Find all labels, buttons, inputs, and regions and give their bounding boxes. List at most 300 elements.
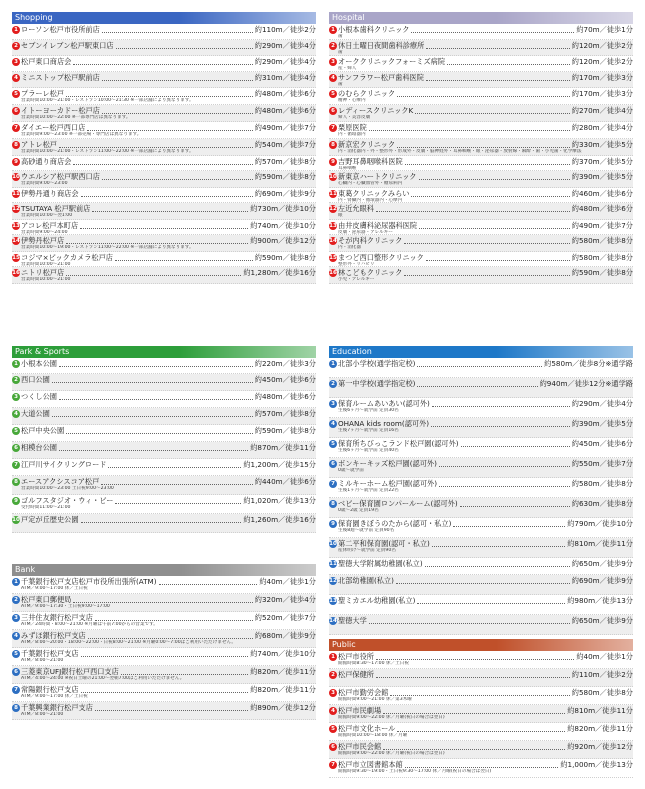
park-item-row [12,359,316,368]
facility-note: 開館時間10:00〜18:00 休／月曜 [338,733,408,738]
education-item [329,458,633,478]
facility-note: 皮膚・泌尿器・アレルギー [338,230,393,235]
bank-list [12,576,316,720]
facility-name: レディースクリニックK [338,106,414,115]
facility-name: 保育園きぼうのたから(認可・私立) [338,519,452,528]
public-item-row [329,688,633,697]
facility-name: 聖ミカエル幼稚園(私立) [338,596,416,605]
public-item [329,705,633,723]
facility-name: 松戸保健所 [338,670,374,679]
education-item [329,498,633,518]
park-list [12,358,316,533]
hospital-item-row [329,123,633,132]
facility-name: 松戸市勤労会館 [338,688,389,697]
facility-name: つくし公園 [21,392,57,401]
shopping-item-row [12,157,316,166]
bank-header: Bank [12,564,316,576]
number-badge: 2 [12,596,20,604]
facility-name: サンフラワー松戸歯科医院 [338,73,424,82]
dotted-leader [102,75,253,81]
distance-text: 約1,200m／徒歩15分 [243,460,316,469]
facility-name: 西口公園 [21,375,50,384]
facility-name: OHANA kids room(認可外) [338,419,430,428]
facility-note: 0歳〜2歳 定員19名 [338,508,379,513]
hospital-item [329,267,633,284]
distance-text: 約110m／徒歩2分 [254,25,316,34]
shopping-item [12,203,316,220]
facility-note: ATM／8:00〜20:00・18:00〜22:00・日祝8:00〜21:00 ※月曜0:00〜7:00はご利用いただけません。 [21,640,237,645]
bank-item [12,684,316,702]
shopping-item [12,220,316,235]
education-item [329,478,633,498]
facility-name: 三井住友銀行松戸支店 [21,613,93,622]
facility-name: プラーレ松戸 [21,89,64,98]
facility-note: ATM／9:00〜17:30・土日祝9:00〜17:00 [21,604,110,609]
bank-item [12,630,316,648]
hospital-item [329,24,633,40]
facility-name: 伊勢丹松戸店 [21,236,65,245]
distance-text: 約650m／徒歩9分 [571,616,633,625]
facility-note: 内・消化器内・外・整形外・形成外・皮膚・脳神経外・耳鼻咽喉・眼・泌尿器・放射線・麻酔・歯・小児歯・化学療法 [338,149,582,154]
park-item [12,442,316,459]
facility-name: 吉野耳鼻咽喉科医院 [338,157,403,166]
facility-note: 歯 [338,82,343,87]
distance-text: 約1,020m／徒歩13分 [243,496,316,505]
number-badge: 12 [12,205,20,212]
number-badge: 5 [329,440,337,448]
dotted-leader [66,428,253,434]
hospital-item [329,252,633,267]
distance-text: 約220m／徒歩3分 [254,359,316,368]
dotted-leader [66,91,253,97]
shopping-item [12,252,316,267]
dotted-leader [419,174,570,180]
facility-name: 松戸東口商店会 [21,57,72,66]
number-badge: 7 [329,761,337,769]
number-badge: 4 [12,632,20,640]
dotted-leader [439,481,570,487]
facility-name: 聖徳大学 [338,616,367,625]
number-badge: 1 [329,653,337,661]
dotted-leader [417,361,542,367]
hospital-header: Hospital [329,12,633,24]
education-item [329,615,633,635]
facility-name: イトーヨーカドー松戸店 [21,106,100,115]
number-badge: 2 [329,42,337,50]
facility-name: コジマ×ビックカメラ松戸店 [21,253,113,262]
distance-text: 約580m／徒歩8分 [571,479,633,488]
facility-name: ローソン松戸市役所前店 [21,25,100,34]
facility-name: 由井皮膚科泌尿器科医院 [338,221,418,230]
park-item-row [12,496,316,505]
dotted-leader [453,521,565,527]
dotted-leader [461,441,570,447]
number-badge: 7 [12,461,20,469]
dotted-leader [101,479,252,485]
facility-note: 耳鼻咽喉 [338,166,357,171]
dotted-leader [369,125,570,131]
distance-text: 約110m／徒歩2分 [571,670,633,679]
distance-text: 約320m／徒歩4分 [254,595,316,604]
hospital-item-row [329,172,633,181]
shopping-item-row [12,123,316,132]
facility-note: 開館時間9:00〜21:00 休／第3木曜 [338,697,412,702]
distance-text: 約290m／徒歩4分 [571,399,633,408]
number-badge: 14 [12,237,20,244]
dotted-leader [405,762,559,768]
facility-name: ダイエー松戸西口店 [21,123,86,132]
facility-name: 第二平和保育園(認可・私立) [338,539,430,548]
distance-text: 約740m／徒歩10分 [250,221,316,230]
dotted-leader [66,238,248,244]
dotted-leader [52,377,253,383]
education-item-row [329,559,633,568]
number-badge: 10 [12,173,20,180]
distance-text: 約280m／徒歩4分 [571,123,633,132]
park-item-row [12,443,316,452]
facility-note: 精神・心療内 [338,98,366,103]
distance-text: 約590m／徒歩8分 [254,172,316,181]
number-badge: 9 [329,158,337,166]
dotted-leader [383,708,565,714]
facility-note: 開館時間9:00〜22:00 休／月曜(祝日の場合は翌日) [338,751,445,756]
number-badge: 7 [12,686,20,694]
distance-text: 約120m／徒歩2分 [571,57,633,66]
distance-text: 約370m／徒歩5分 [571,157,633,166]
dotted-leader [397,142,570,148]
facility-name: 第一中学校(通学指定校) [338,379,416,388]
dotted-leader [95,705,248,711]
facility-name: 新東京ハートクリニック [338,172,417,181]
number-badge: 14 [329,237,337,244]
number-badge: 9 [329,520,337,528]
shopping-item [12,105,316,122]
distance-text: 約890m／徒歩12分 [250,703,316,712]
distance-text: 約630m／徒歩8分 [571,499,633,508]
public-panel [329,639,633,778]
distance-text: 約590m／徒歩8分 [254,253,316,262]
shopping-item [12,88,316,105]
education-item [329,418,633,438]
hospital-item [329,235,633,252]
facility-note: 開館時間9:00〜22:00 休／月曜(祝日の場合は翌日) [338,715,445,720]
hospital-item [329,105,633,122]
education-item-row [329,499,633,508]
dotted-leader [417,381,537,387]
shopping-item-row [12,189,316,198]
shopping-item-row [12,253,316,262]
distance-text: 約1,000m／徒歩13分 [560,760,633,769]
dotted-leader [102,27,253,33]
dotted-leader [397,91,570,97]
education-list [329,358,633,635]
distance-text: 約920m／徒歩12分 [567,742,633,751]
number-badge: 11 [329,560,337,567]
park-header: Park & Sports [12,346,316,358]
distance-text: 約550m／徒歩7分 [571,459,633,468]
distance-text: 約810m／徒歩11分 [567,539,633,548]
shopping-item [12,188,316,203]
dotted-leader [102,174,253,180]
hospital-list [329,24,633,284]
facility-name: 保育所ちびっこランド松戸園(認可外) [338,439,459,448]
public-item-row [329,742,633,751]
dotted-leader [397,726,565,732]
dotted-leader [425,561,570,567]
bank-item [12,594,316,612]
facility-note: 小児・アレルギー [338,277,375,282]
dotted-leader [159,579,258,585]
public-list [329,651,633,778]
shopping-item-row [12,172,316,181]
education-item [329,378,633,398]
number-badge: 2 [329,671,337,679]
distance-text: 約580m／徒歩8分 [571,236,633,245]
number-badge: 8 [12,704,20,712]
hospital-item-row [329,57,633,66]
facility-name: 戸定が丘歴史公園 [21,515,79,524]
facility-note: 営業時間10:00〜21:00 [21,277,71,282]
number-badge: 10 [329,173,337,180]
public-item [329,723,633,741]
facility-name: ゴルフスタジオ・ウィ・ビー [21,496,114,505]
shopping-list [12,24,316,284]
distance-text: 約1,260m／徒歩16分 [243,515,316,524]
park-item-row [12,460,316,469]
dotted-leader [439,461,570,467]
dotted-leader [369,618,570,624]
education-item-row [329,379,633,388]
park-panel [12,346,316,533]
distance-text: 約730m／徒歩10分 [250,204,316,213]
number-badge: 3 [12,393,20,401]
park-item [12,495,316,514]
facility-name: 松戸市立図書館本館 [338,760,403,769]
dotted-leader [460,501,570,507]
facility-note: ATM／8:00〜21:00 [21,712,64,717]
facility-name: みずほ銀行松戸支店 [21,631,86,640]
dotted-leader [396,578,570,584]
education-item [329,575,633,595]
facility-name: 千葉興業銀行松戸支店 [21,703,93,712]
hospital-item-row [329,25,633,34]
number-badge: 6 [12,444,20,452]
facility-note: 内・消化器 [338,245,361,250]
facility-name: 東葛クリニックみらい [338,189,410,198]
facility-name: アコレ松戸本町店 [21,221,79,230]
number-badge: 9 [12,158,20,166]
facility-note: 営業時間10:00〜23:00 土日祝9:00〜23:00 [21,486,114,491]
facility-name: 北部幼稚園(私立) [338,576,394,585]
dotted-leader [73,159,252,165]
facility-name: 松戸市民劇場 [338,706,382,715]
number-badge: 11 [329,190,337,197]
hospital-item [329,72,633,88]
distance-text: 約480m／徒歩6分 [254,392,316,401]
dotted-leader [426,75,570,81]
number-badge: 3 [329,58,337,66]
distance-text: 約40m／徒歩1分 [576,652,633,661]
facility-note: 営業時間10:00〜21:00・レストラン10:00〜21:30 ※一部店舗により異なります。 [21,98,194,103]
public-item-row [329,724,633,733]
hospital-item [329,203,633,220]
public-item [329,741,633,759]
distance-text: 約460m／徒歩6分 [571,189,633,198]
public-item [329,651,633,669]
distance-text: 約310m／徒歩4分 [254,73,316,82]
distance-text: 約480m／徒歩6分 [571,204,633,213]
education-item-row [329,419,633,428]
number-badge: 8 [12,478,20,486]
dotted-leader [121,669,248,675]
number-badge: 2 [12,376,20,384]
facility-name: 松戸市民会館 [338,742,382,751]
education-item-row [329,519,633,528]
dotted-leader [419,223,570,229]
facility-note: 営業時間10:00〜21:00 [21,262,71,267]
distance-text: 約790m／徒歩10分 [567,519,633,528]
shopping-panel [12,12,316,284]
number-badge: 13 [329,222,337,229]
bank-item-row [12,703,316,712]
park-item [12,358,316,374]
facility-note: 受付時間11:00〜21:00 [21,505,71,510]
distance-text: 約480m／徒歩6分 [254,89,316,98]
facility-note: ATM／9:00〜17:00 休／土日祝 [21,586,88,591]
distance-text: 約590m／徒歩8分 [254,426,316,435]
dotted-leader [447,59,570,65]
education-item [329,398,633,418]
distance-text: 約540m／徒歩7分 [254,140,316,149]
number-badge: 1 [12,26,20,34]
facility-note: 営業時間9:00〜24:00 [21,230,68,235]
park-item [12,459,316,476]
distance-text: 約450m／徒歩6分 [254,375,316,384]
hospital-item-row [329,140,633,149]
hospital-item [329,171,633,188]
number-badge: 15 [329,254,337,261]
distance-text: 約520m／徒歩7分 [254,613,316,622]
hospital-item-row [329,89,633,98]
distance-text: 約870m／徒歩11分 [250,443,316,452]
hospital-item [329,56,633,72]
number-badge: 6 [329,743,337,751]
number-badge: 4 [329,420,337,428]
education-item-row [329,439,633,448]
facility-name: 三菱東京UFJ銀行松戸西口支店 [21,667,119,676]
facility-note: 眼 [338,213,343,218]
park-item-row [12,477,316,486]
public-item-row [329,652,633,661]
facility-note: ATM／8:00〜21:00 [21,658,64,663]
facility-name: ベビー保育園ロンパールーム(認可外) [338,499,458,508]
bank-item-row [12,667,316,676]
dotted-leader [73,59,252,65]
hospital-item-row [329,106,633,115]
distance-text: 約70m／徒歩1分 [576,25,633,34]
number-badge: 10 [329,540,337,547]
facility-note: 営業時間9:00〜23:00 [21,181,68,186]
shopping-item [12,171,316,188]
facility-name: まつど西口整形クリニック [338,253,424,262]
number-badge: 16 [12,269,20,276]
distance-text: 約810m／徒歩11分 [567,706,633,715]
bank-item [12,702,316,720]
facility-name: 北部小学校(通学指定校) [338,359,416,368]
park-item-row [12,409,316,418]
distance-text: 約490m／徒歩7分 [571,221,633,230]
shopping-item-row [12,25,316,34]
public-item-row [329,670,633,679]
facility-note: 心臓内・心臓血管外・糖尿病内 [338,181,403,186]
number-badge: 8 [329,500,337,508]
distance-text: 約820m／徒歩11分 [567,724,633,733]
dotted-leader [52,411,253,417]
hospital-item-row [329,204,633,213]
bank-item [12,666,316,684]
shopping-item-row [12,236,316,245]
park-item [12,514,316,533]
hospital-item-row [329,236,633,245]
distance-text: 約940m／徒歩12分※通学路 [539,379,633,388]
distance-text: 約570m／徒歩8分 [254,157,316,166]
distance-text: 約580m／徒歩8分※通学路 [544,359,633,368]
education-item [329,558,633,575]
distance-text: 約480m／徒歩6分 [254,106,316,115]
public-item [329,669,633,687]
bank-item [12,576,316,594]
number-badge: 7 [329,124,337,132]
distance-text: 約900m／徒歩12分 [250,236,316,245]
park-item [12,476,316,495]
number-badge: 4 [12,74,20,82]
facility-name: 新京宏クリニック [338,140,396,149]
facility-note: 営業時間10:00〜22:00 ※一部専門店は異なります。 [21,115,131,120]
facility-name: 千葉銀行松戸支店 [21,649,79,658]
distance-text: 約450m／徒歩6分 [571,439,633,448]
facility-note: 営業時間10:00〜21:00・レストラン11:00〜22:00 ※一部店舗により異なります。 [21,149,194,154]
dotted-leader [404,238,570,244]
distance-text: 約490m／徒歩7分 [254,123,316,132]
facility-note: 生後6ヶ月〜就学前 定員40名 [338,448,399,453]
distance-text: 約690m／徒歩9分 [254,189,316,198]
facility-name: ミニストップ松戸駅前店 [21,73,100,82]
park-item [12,425,316,442]
number-badge: 5 [12,90,20,98]
hospital-item [329,156,633,171]
facility-note: ATM／4:00〜24:00 ※祝日土曜の21:00〜翌朝7:00はご利用いただけません。 [21,676,185,681]
park-item-row [12,392,316,401]
dotted-leader [59,142,253,148]
dotted-leader [66,270,241,276]
distance-text: 約330m／徒歩5分 [571,140,633,149]
education-item [329,518,633,538]
dotted-leader [81,687,249,693]
number-badge: 3 [329,400,337,408]
dotted-leader [405,159,570,165]
facility-note: 生後6ヶ月〜就学前 定員30名 [338,408,399,413]
number-badge: 12 [329,577,337,584]
dotted-leader [115,498,241,504]
dotted-leader [411,191,569,197]
bank-item-row [12,577,316,586]
hospital-item [329,122,633,139]
facility-name: 大道公園 [21,409,50,418]
facility-name: 松戸東口郵便局 [21,595,72,604]
bank-item [12,648,316,666]
education-item [329,358,633,378]
dotted-leader [92,206,248,212]
